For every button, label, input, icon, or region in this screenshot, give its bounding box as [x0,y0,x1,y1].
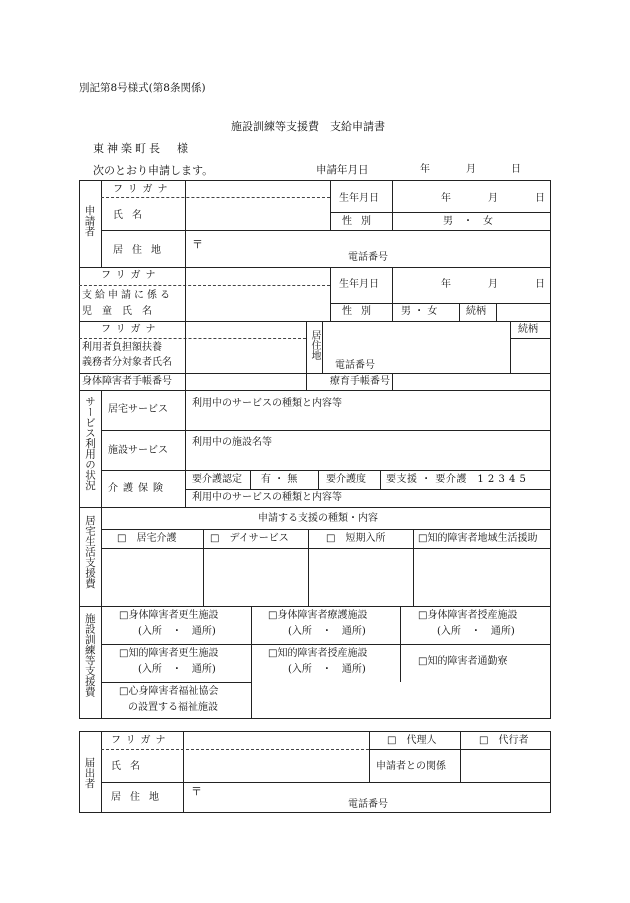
care-level-label: 要介護度 [326,474,366,485]
applicant-postal-mark: 〒 [192,238,203,251]
facility-option-welfare-association-line1[interactable]: □心身障害者福祉協会 [119,686,219,697]
physical-handbook-label: 身体障害者手帳番号 [82,376,172,387]
submitter-proxy-checkbox[interactable]: □ 代行者 [479,735,529,746]
submitter-phone-label: 電話番号 [348,799,388,810]
date-year: 年 [420,164,430,175]
facility-option-welfare-association-line2: の設置する福祉施設 [128,702,218,713]
date-month: 月 [466,164,476,175]
home-support-section-label: 居宅生活支援費 [84,515,97,589]
date-day: 日 [511,164,521,175]
child-birth-month: 月 [488,279,498,290]
home-support-option-short-stay[interactable]: □ 短期入所 [326,533,386,544]
submitter-relation-label: 申請者との関係 [376,761,446,772]
child-sex-label: 性別 [342,306,380,317]
applicant-birth-label: 生年月日 [339,193,379,204]
care-cert-label: 要介護認定 [192,474,242,485]
service-status-section-label: サービス利用の状況 [84,396,97,491]
intro-text: 次のとおり申請します。 [93,164,214,177]
facility-stay-physical-workshop[interactable]: (入所 ・ 通所) [437,626,515,637]
facility-option-physical-rehab[interactable]: □身体障害者更生施設 [119,610,219,621]
facility-stay-intellectual-workshop[interactable]: (入所 ・ 通所) [288,664,366,675]
obligor-address-label: 居住地 [309,330,320,360]
applicant-name-label: 氏名 [113,210,151,221]
obligor-relation-label: 続柄 [518,324,538,335]
child-furigana-label: フリガナ [101,270,161,281]
child-name-label-line2: 児 童 氏 名 [82,306,152,317]
applicant-sex-label: 性別 [342,216,380,227]
facility-stay-physical-rehab[interactable]: (入所 ・ 通所) [138,626,216,637]
page-title: 施設訓練等支援費 支給申請書 [231,120,385,133]
applicant-sex-options[interactable]: 男 ・ 女 [443,216,493,227]
submitter-section-label: 届出者 [83,757,96,789]
addressee: 東神楽町長 様 [93,142,191,155]
facility-option-intellectual-rehab[interactable]: □知的障害者更生施設 [119,648,219,659]
care-content-label: 利用中のサービスの種類と内容等 [192,492,342,503]
applicant-birth-year: 年 [441,193,451,204]
facility-service-content-label: 利用中の施設名等 [192,437,272,448]
date-label: 申請年月日 [316,164,369,176]
home-support-option-home-care[interactable]: □ 居宅介護 [117,533,177,544]
facility-option-intellectual-dorm[interactable]: □知的障害者通勤寮 [418,656,508,667]
applicant-birth-month: 月 [488,193,498,204]
care-level-options[interactable]: 要支援 ・ 要介護 1 2 3 4 5 [386,474,527,485]
child-birth-day: 日 [535,279,545,290]
child-relation-label: 続柄 [466,306,486,317]
home-service-content-label: 利用中のサービスの種類と内容等 [192,398,342,409]
child-sex-options[interactable]: 男 ・ 女 [401,306,438,317]
applicant-furigana-label: フリガナ [113,184,173,195]
facility-option-physical-care[interactable]: □身体障害者療護施設 [268,610,368,621]
rehab-handbook-label: 療育手帳番号 [330,376,390,387]
child-birth-year: 年 [441,279,451,290]
applicant-birth-day: 日 [535,193,545,204]
care-insurance-label: 介護保険 [108,483,168,494]
child-name-label-line1: 支給申請に係る [82,290,173,301]
facility-stay-intellectual-rehab[interactable]: (入所 ・ 通所) [138,664,216,675]
facility-service-label: 施設サービス [108,445,168,456]
home-support-option-day-service[interactable]: □ デイサービス [210,533,289,544]
applicant-address-label: 居住地 [113,245,170,256]
home-service-label: 居宅サービス [108,404,168,415]
facility-option-intellectual-workshop[interactable]: □知的障害者授産施設 [268,648,368,659]
applicant-section-label: 申請者 [83,205,96,237]
submitter-furigana-label: フリガナ [111,735,171,746]
child-birth-label: 生年月日 [339,279,379,290]
care-cert-options[interactable]: 有 ・ 無 [261,474,298,485]
submitter-name-label: 氏名 [111,761,149,772]
submitter-postal-mark: 〒 [191,785,202,798]
obligor-name-label-line2: 義務者分対象者氏名 [82,357,172,368]
facility-stay-physical-care[interactable]: (入所 ・ 通所) [288,626,366,637]
form-number: 別記第8号様式(第8条関係) [79,82,206,94]
facility-support-section-label: 施設訓練等支援費 [83,613,96,697]
home-support-option-group-home[interactable]: □知的障害者地域生活援助 [418,533,538,544]
obligor-phone-label: 電話番号 [335,360,375,371]
obligor-furigana-label: フリガナ [101,324,161,335]
obligor-name-label-line1: 利用者負担額扶養 [82,342,162,353]
facility-option-physical-workshop[interactable]: □身体障害者授産施設 [418,610,518,621]
submitter-agent-checkbox[interactable]: □ 代理人 [387,735,437,746]
home-support-header: 申請する支援の種類・内容 [258,513,378,524]
submitter-address-label: 居住地 [111,792,168,803]
applicant-phone-label: 電話番号 [348,252,388,263]
